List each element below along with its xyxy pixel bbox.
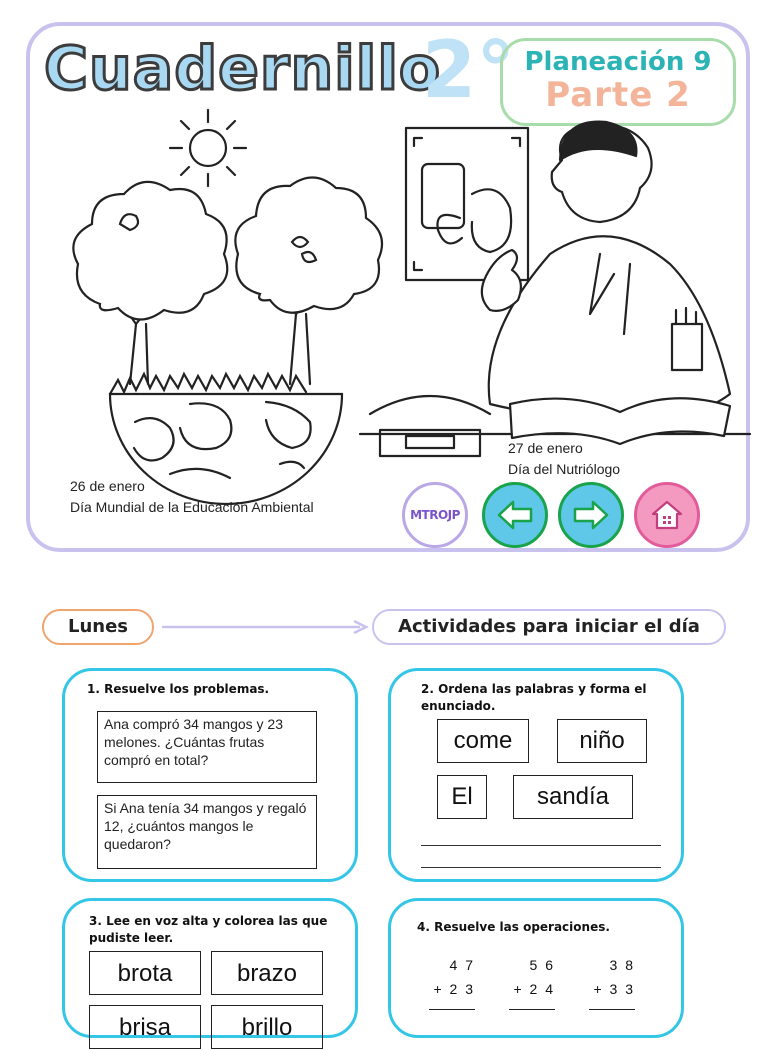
operand-bottom: + 2 4 [513, 981, 555, 997]
caption-date: 26 de enero [70, 478, 145, 494]
caption-nutritionist [508, 438, 620, 480]
caption-event: Día del Nutriólogo [508, 461, 621, 477]
home-icon [649, 498, 685, 532]
operand-top: 3 8 [609, 957, 635, 973]
activity-reading [62, 898, 358, 1041]
reading-word[interactable]: brazo [211, 951, 323, 995]
word-card[interactable]: come [437, 719, 529, 763]
reading-word[interactable]: brillo [211, 1005, 323, 1049]
back-button[interactable] [482, 482, 548, 548]
cover-title: Cuadernillo [44, 34, 442, 104]
activity-heading: 2. Ordena las palabras y forma el enunciado. [421, 682, 647, 713]
activity-sentence [388, 668, 684, 882]
addition-operation [589, 957, 635, 1010]
next-button[interactable] [558, 482, 624, 548]
nutritionist-illustration [360, 114, 750, 454]
activity-heading: 3. Lee en voz alta y colorea las que pudiste leer. [89, 914, 328, 945]
word-card[interactable]: niño [557, 719, 647, 763]
reading-word[interactable]: brisa [89, 1005, 201, 1049]
operand-bottom: + 2 3 [433, 981, 475, 997]
word-card[interactable]: El [437, 775, 487, 819]
addition-operation [509, 957, 555, 1010]
activity-heading: 4. Resuelve las operaciones. [417, 920, 610, 934]
activity-problems [62, 668, 358, 882]
word-problem: Si Ana tenía 34 mangos y regaló 12, ¿cuántos mangos le quedaron? [97, 795, 317, 869]
sun-icon [170, 110, 246, 186]
operand-bottom: + 3 3 [593, 981, 635, 997]
addition-operation [429, 957, 475, 1010]
arrow-right-icon [160, 618, 370, 636]
answer-line[interactable] [589, 1009, 635, 1010]
cover-card [26, 22, 750, 552]
plan-part: Parte 2 [545, 75, 691, 115]
plan-number: Planeación 9 [524, 47, 712, 77]
word-problem: Ana compró 34 mangos y 23 melones. ¿Cuántas frutas compró en total? [97, 711, 317, 783]
logo-text: MTROJP [410, 508, 460, 522]
caption-date: 27 de enero [508, 440, 583, 456]
day-label: Lunes [42, 609, 154, 645]
back-arrow-icon [495, 498, 535, 532]
answer-line[interactable] [429, 1009, 475, 1010]
reading-word[interactable]: brota [89, 951, 201, 995]
activities-title: Actividades para iniciar el día [372, 609, 726, 645]
answer-line[interactable] [421, 845, 661, 846]
forward-arrow-icon [571, 498, 611, 532]
answer-line[interactable] [421, 867, 661, 868]
plan-badge [500, 38, 736, 126]
operand-top: 5 6 [529, 957, 555, 973]
grade-label: 2° [422, 26, 516, 116]
caption-environment [70, 476, 314, 518]
logo-button[interactable] [402, 482, 468, 548]
operand-top: 4 7 [449, 957, 475, 973]
word-card[interactable]: sandía [513, 775, 633, 819]
home-button[interactable] [634, 482, 700, 548]
activity-operations [388, 898, 684, 1038]
answer-line[interactable] [509, 1009, 555, 1010]
environment-illustration [40, 104, 380, 494]
caption-event: Día Mundial de la Educación Ambiental [70, 499, 314, 515]
tree-icon [73, 182, 227, 384]
activity-heading: 1. Resuelve los problemas. [87, 682, 270, 696]
